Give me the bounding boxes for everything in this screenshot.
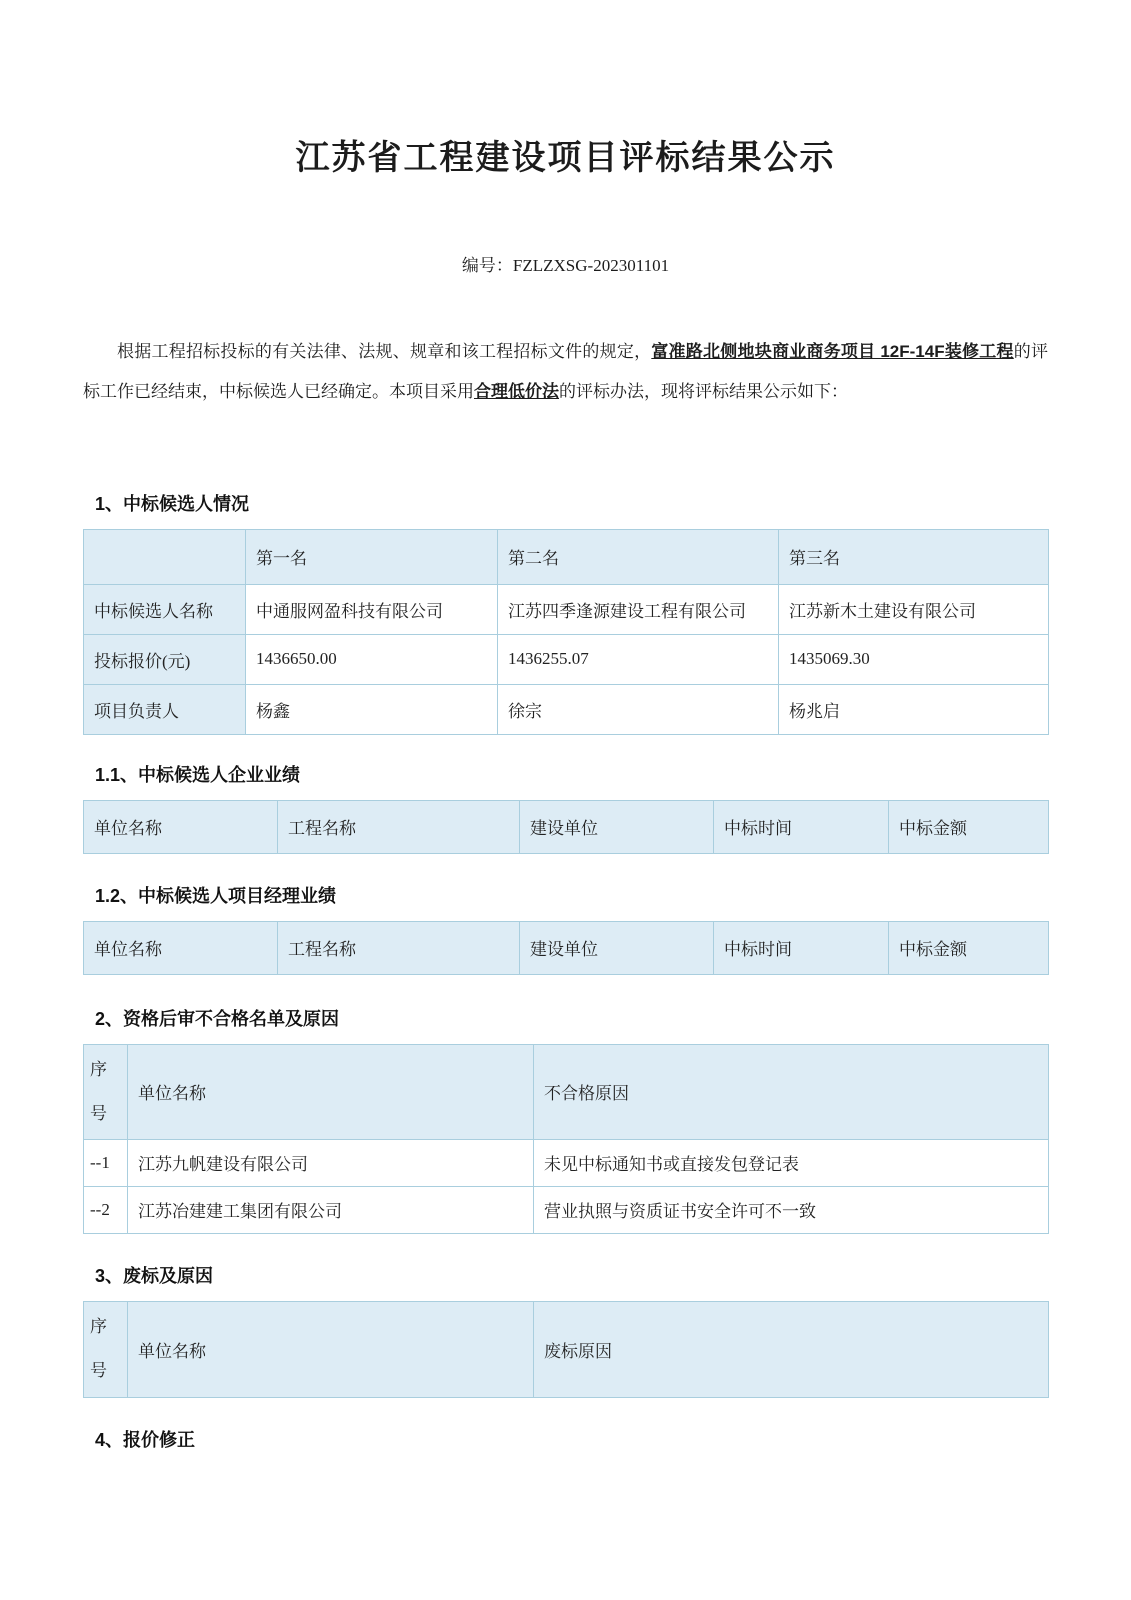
company-performance-table: [83, 800, 1049, 854]
table-header-row: [84, 800, 1049, 853]
candidate-1-name: 中通服网盈科技有限公司: [246, 584, 498, 634]
table-row: [84, 634, 1049, 684]
column-header-company: 单位名称: [128, 1301, 534, 1397]
corner-cell: [84, 529, 246, 584]
candidates-table: [83, 529, 1049, 735]
column-header-owner: 建设单位: [520, 800, 714, 853]
column-header-owner: 建设单位: [520, 921, 714, 974]
disq-2-reason: 营业执照与资质证书安全许可不一致: [534, 1186, 1049, 1233]
row-label-project-manager: 项目负责人: [84, 684, 246, 734]
column-header-project: 工程名称: [278, 800, 520, 853]
section-1-2-heading: 1.2、中标候选人项目经理业绩: [95, 885, 337, 906]
intro-text-3: 的评标办法，现将评标结果公示如下：: [559, 381, 848, 401]
column-header-rank3: 第三名: [779, 529, 1049, 584]
section-3-heading: 3、废标及原因: [95, 1265, 214, 1286]
table-row: [84, 1186, 1049, 1233]
doc-number-line: [83, 251, 1048, 276]
column-header-award-amount: 中标金额: [889, 800, 1049, 853]
column-header-reason: 不合格原因: [534, 1044, 1049, 1139]
row-label-bid-price: 投标报价(元): [84, 634, 246, 684]
table-row: [84, 684, 1049, 734]
column-header-seq: 序号: [84, 1044, 128, 1139]
column-header-company: 单位名称: [84, 800, 278, 853]
disqualified-table: [83, 1044, 1049, 1234]
evaluation-method: 合理低价法: [474, 381, 559, 401]
disq-1-seq: --1: [84, 1139, 128, 1186]
candidate-3-name: 江苏新木土建设有限公司: [779, 584, 1049, 634]
column-header-award-amount: 中标金额: [889, 921, 1049, 974]
table-header-row: [84, 1044, 1049, 1139]
table-header-row: [84, 1301, 1049, 1397]
candidate-2-name: 江苏四季逢源建设工程有限公司: [498, 584, 779, 634]
disq-1-company: 江苏九帆建设有限公司: [128, 1139, 534, 1186]
intro-text-1: 根据工程招标投标的有关法律、法规、规章和该工程招标文件的规定，: [117, 342, 652, 361]
intro-paragraph: [83, 332, 1048, 412]
disq-2-seq: --2: [84, 1186, 128, 1233]
column-header-reason: 废标原因: [534, 1301, 1049, 1397]
column-header-award-time: 中标时间: [714, 800, 889, 853]
section-4-heading: 4、报价修正: [95, 1429, 196, 1450]
table-row: [84, 1139, 1049, 1186]
column-header-project: 工程名称: [278, 921, 520, 974]
section-1-1-heading: 1.1、中标候选人企业业绩: [95, 764, 301, 785]
document-title: 江苏省工程建设项目评标结果公示: [295, 140, 836, 177]
section-1-heading: 1、中标候选人情况: [95, 493, 250, 514]
column-header-rank2: 第二名: [498, 529, 779, 584]
column-header-company: 单位名称: [128, 1044, 534, 1139]
candidate-2-price: 1436255.07: [498, 634, 779, 684]
column-header-seq: 序号: [84, 1301, 128, 1397]
table-header-row: [84, 529, 1049, 584]
section-2-heading: 2、资格后审不合格名单及原因: [95, 1008, 340, 1029]
candidate-3-price: 1435069.30: [779, 634, 1049, 684]
disq-2-company: 江苏冶建建工集团有限公司: [128, 1186, 534, 1233]
table-row: [84, 584, 1049, 634]
row-label-candidate-name: 中标候选人名称: [84, 584, 246, 634]
column-header-company: 单位名称: [84, 921, 278, 974]
doc-number-label: 编号：: [461, 256, 513, 275]
project-name: 富准路北侧地块商业商务项目 12F-14F装修工程: [651, 342, 1014, 361]
manager-performance-table: [83, 921, 1049, 975]
intro-text-2: 的评标工作已经结束，中标候选人已经确定。本项目采用: [83, 342, 1049, 401]
candidate-2-manager: 徐宗: [498, 684, 779, 734]
column-header-rank1: 第一名: [246, 529, 498, 584]
rejected-bids-table: [83, 1301, 1049, 1398]
disq-1-reason: 未见中标通知书或直接发包登记表: [534, 1139, 1049, 1186]
candidate-1-manager: 杨鑫: [246, 684, 498, 734]
table-header-row: [84, 921, 1049, 974]
candidate-1-price: 1436650.00: [246, 634, 498, 684]
candidate-3-manager: 杨兆启: [779, 684, 1049, 734]
column-header-award-time: 中标时间: [714, 921, 889, 974]
doc-number-value: FZLZXSG-202301101: [512, 256, 670, 275]
